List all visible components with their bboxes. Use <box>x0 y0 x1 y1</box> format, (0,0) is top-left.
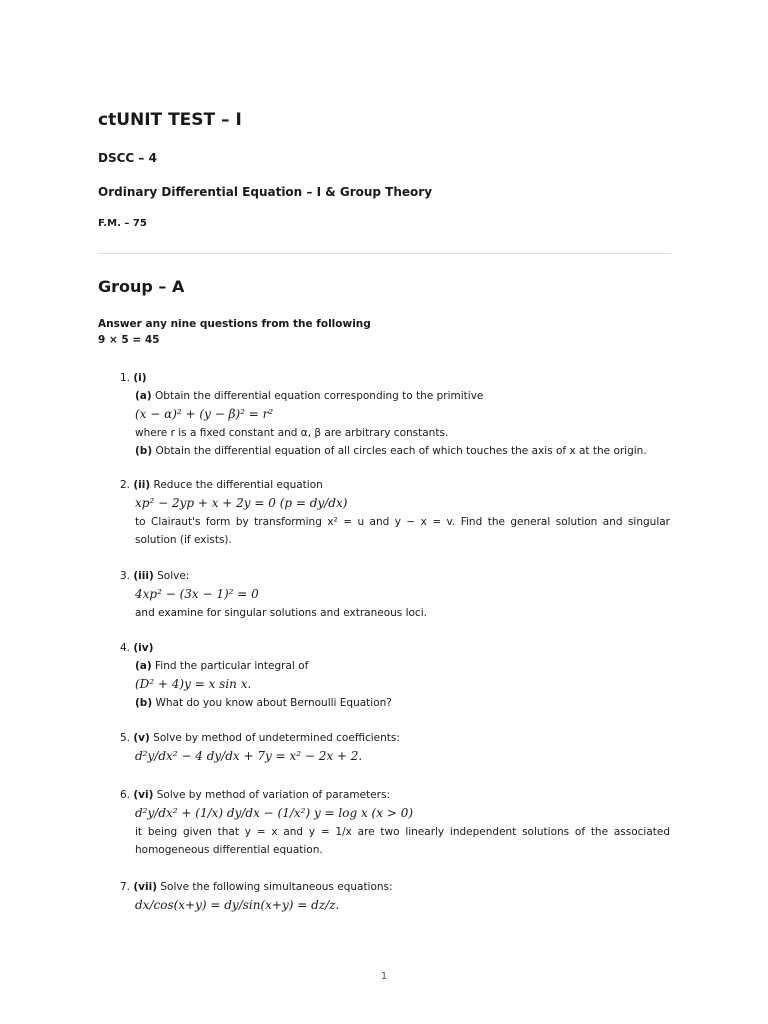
question-text: Solve by method of variation of parameters: <box>156 789 391 801</box>
question-text: Solve by method of undetermined coefficients: <box>153 732 400 744</box>
question-label: (iii) <box>133 570 154 582</box>
full-marks: F.M. – 75 <box>98 218 147 229</box>
part-a-label: (a) <box>135 390 152 402</box>
question-text-continued: and examine for singular solutions and extraneous loci. <box>135 607 427 619</box>
question-equation: (x − α)² + (y − β)² = r² <box>135 407 274 421</box>
question-equation: d²y/dx² − 4 dy/dx + 7y = x² − 2x + 2. <box>135 749 363 763</box>
question-label: (i) <box>133 372 147 384</box>
question-text-continued: to Clairaut's form by transforming x² = u and y − x = v. Find the general solution and singular solution (if exists). <box>135 516 670 546</box>
question-label: (ii) <box>133 479 151 491</box>
question-text-continued: it being given that y = x and y = 1/x are two linearly independent solutions of the associated homogeneous differential equation. <box>135 826 670 856</box>
question-label: (iv) <box>133 642 154 654</box>
question-text: Solve: <box>157 570 190 582</box>
page-number: 1 <box>380 971 388 982</box>
question-label: (vi) <box>133 789 154 801</box>
part-a-text: Find the particular integral of <box>155 660 309 672</box>
part-b-text: What do you know about Bernoulli Equation? <box>155 697 392 709</box>
question-number: 1. <box>120 372 131 384</box>
question-equation: dx/cos(x+y) = dy/sin(x+y) = dz/z. <box>135 898 340 912</box>
part-a-text: Obtain the differential equation corresponding to the primitive <box>155 390 484 402</box>
subject-name: Ordinary Differential Equation – I & Group Theory <box>98 185 433 199</box>
question-equation: 4xp² − (3x − 1)² = 0 <box>135 587 259 601</box>
question-4 <box>120 639 670 712</box>
question-number: 6. <box>120 789 131 801</box>
question-number: 4. <box>120 642 131 654</box>
question-equation: (D² + 4)y = x sin x. <box>135 677 252 691</box>
question-number: 5. <box>120 732 131 744</box>
question-2 <box>120 476 670 549</box>
question-1 <box>120 369 670 460</box>
question-label: (vii) <box>133 881 158 893</box>
part-b-label: (b) <box>135 445 153 457</box>
question-number: 3. <box>120 570 131 582</box>
page-title: ctUNIT TEST – I <box>98 110 242 130</box>
question-5 <box>120 729 670 766</box>
section-divider <box>98 253 671 254</box>
part-a-label: (a) <box>135 660 152 672</box>
question-7 <box>120 878 670 915</box>
question-text: Reduce the differential equation <box>153 479 323 491</box>
question-note: where r is a fixed constant and α, β are arbitrary constants. <box>135 427 449 439</box>
subject-code: DSCC – 4 <box>98 151 157 165</box>
question-text: Solve the following simultaneous equations: <box>160 881 393 893</box>
question-number: 7. <box>120 881 131 893</box>
question-label: (v) <box>133 732 150 744</box>
group-instruction <box>98 316 371 348</box>
question-number: 2. <box>120 479 131 491</box>
question-6 <box>120 786 670 859</box>
instruction-text: Answer any nine questions from the following <box>98 318 371 330</box>
part-b-label: (b) <box>135 697 153 709</box>
question-3 <box>120 567 670 622</box>
group-heading: Group – A <box>98 277 185 296</box>
question-equation: d²y/dx² + (1/x) dy/dx − (1/x²) y = log x (x > 0) <box>135 806 414 820</box>
marks-distribution: 9 × 5 = 45 <box>98 334 160 346</box>
part-b-text: Obtain the differential equation of all circles each of which touches the axis of x at the origin. <box>155 445 647 457</box>
question-equation: xp² − 2yp + x + 2y = 0 (p = dy/dx) <box>135 496 348 510</box>
